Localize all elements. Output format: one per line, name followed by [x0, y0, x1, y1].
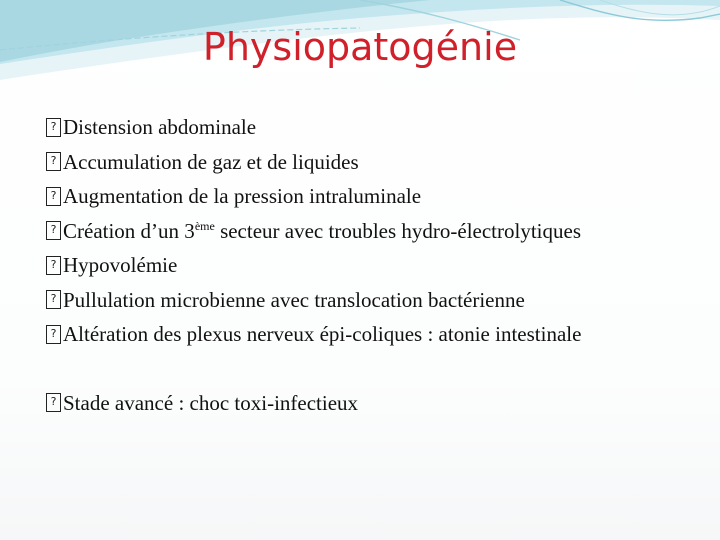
- missing-glyph-icon: [46, 152, 61, 171]
- bullet-item: [46, 283, 706, 318]
- missing-glyph-icon: [46, 325, 61, 344]
- missing-glyph-icon: [46, 187, 61, 206]
- bullet-list: [46, 110, 706, 420]
- bullet-item: [46, 248, 706, 283]
- missing-glyph-icon: [46, 256, 61, 275]
- bullet-text: Augmentation de la pression intraluminale: [63, 184, 422, 209]
- bullet-text: Altération des plexus nerveux épi-coliques : atonie intestinale: [63, 322, 582, 347]
- missing-glyph-icon: [46, 118, 61, 137]
- bullet-item: [46, 145, 706, 180]
- bullet-text: Stade avancé : choc toxi-infectieux: [63, 390, 359, 415]
- bullet-text: Distension abdominale: [63, 115, 257, 140]
- bullet-text: Hypovolémie: [63, 253, 178, 278]
- bullet-item: [46, 386, 706, 421]
- missing-glyph-icon: [46, 221, 61, 240]
- missing-glyph-icon: [46, 393, 61, 412]
- bullet-text: [63, 214, 581, 248]
- bullet-text-before: Création d’un 3: [63, 218, 195, 243]
- slide-title: Physiopatogénie: [202, 25, 518, 69]
- bullet-item: [46, 110, 706, 145]
- bullet-text: Pullulation microbienne avec translocation bactérienne: [63, 287, 525, 312]
- bullet-item: [46, 179, 706, 214]
- missing-glyph-icon: [46, 290, 61, 309]
- bullet-text-after: secteur avec troubles hydro-électrolytiques: [214, 218, 581, 243]
- bullet-item: [46, 214, 706, 249]
- superscript-ordinal: ème: [194, 218, 215, 233]
- bullet-item: [46, 317, 706, 352]
- bullet-text: Accumulation de gaz et de liquides: [63, 149, 359, 174]
